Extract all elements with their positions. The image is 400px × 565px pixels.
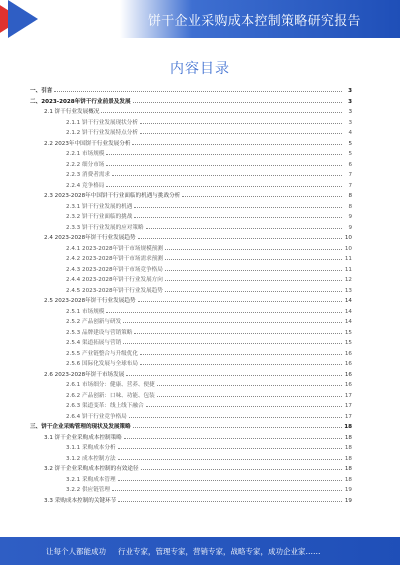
toc-entry-page: 18 [344,424,352,430]
toc-entry-page: 8 [348,193,352,199]
toc-entry[interactable] [30,231,352,242]
toc-entry[interactable] [30,483,352,494]
toc-entry[interactable] [30,326,352,337]
toc-entry-page: 3 [348,88,352,94]
toc-leader-dots [54,84,342,92]
toc-entry-label: 2.5.6 国际化发展与全球布局 [66,361,138,367]
toc-entry-label: 3.2 饼干企业采购成本控制的有效途径 [44,466,139,472]
toc-entry-page: 17 [344,392,352,399]
toc-entry-page: 18 [344,434,352,441]
toc-entry[interactable] [30,84,352,95]
toc-entry[interactable] [30,336,352,347]
toc-entry[interactable] [30,305,352,316]
toc-entry-page: 9 [348,224,352,231]
toc-leader-dots [133,95,342,103]
toc-leader-dots [126,368,342,376]
toc-entry[interactable] [30,389,352,400]
toc-entry-label: 2.6.1 市场细分：健康、营养、便捷 [66,382,155,388]
toc-leader-dots [165,252,342,260]
toc-leader-dots [134,210,342,218]
toc-leader-dots [157,389,342,397]
report-footer [0,537,400,565]
toc-entry-label: 2.6 2023-2028年饼干市场发展 [44,371,125,378]
toc-entry[interactable] [30,378,352,389]
toc-entry[interactable] [30,95,352,106]
toc-entry[interactable] [30,200,352,211]
toc-leader-dots [138,231,342,239]
toc-entry-label: 2.1 饼干行业发展概况 [44,109,100,115]
toc-entry-page: 15 [344,340,352,346]
toc-entry[interactable] [30,158,352,169]
toc-entry-label: 2.5.1 市场规模 [66,308,105,315]
toc-entry-label: 2.3.2 饼干行业面临的挑战 [66,214,133,220]
toc-entry-page: 11 [344,266,352,273]
toc-entry[interactable] [30,347,352,358]
toc-leader-dots [134,200,342,208]
toc-entry[interactable] [30,147,352,158]
toc-leader-dots [118,494,342,502]
toc-entry-page: 5 [348,151,352,157]
toc-entry-page: 12 [344,277,352,283]
toc-entry-page: 18 [344,455,352,462]
toc-entry[interactable] [30,294,352,305]
toc-entry-page: 4 [348,130,352,136]
toc-entry-page: 17 [344,403,352,409]
toc-entry-page: 13 [344,287,352,294]
toc-entry[interactable] [30,116,352,127]
toc-entry-label: 2.4.4 2023-2028年饼干行业发展方向 [66,277,163,283]
toc-leader-dots [132,137,342,145]
toc-entry-label: 2.4 2023-2028年饼干行业发展趋势 [44,235,136,241]
toc-leader-dots [118,452,342,460]
toc-leader-dots [146,399,342,407]
toc-entry[interactable] [30,315,352,326]
toc-entry[interactable] [30,473,352,484]
toc-entry[interactable] [30,221,352,232]
toc-entry-label: 2.4.3 2023-2028年饼干市场竞争格局 [66,266,163,273]
toc-leader-dots [140,347,342,355]
toc-entry-page: 7 [348,172,352,178]
toc-entry-label: 3.1.2 成本控制方法 [66,455,116,462]
toc-entry-page: 18 [344,476,352,483]
toc-entry[interactable] [30,368,352,379]
toc-heading: 内容目录 [170,61,230,77]
toc-entry[interactable] [30,420,352,431]
toc-leader-dots [157,378,342,386]
toc-entry-page: 17 [344,413,352,420]
toc-entry-label: 2.2.4 竞争格局 [66,182,105,189]
toc-entry-page: 14 [344,298,352,304]
toc-entry-label: 2.3.1 饼干行业发展的机遇 [66,203,133,210]
toc-entry-label: 2.2.1 市场规模 [66,151,105,157]
toc-entry-label: 2.5 2023-2028年饼干行业发展趋势 [44,298,136,304]
toc-entry[interactable] [30,273,352,284]
toc-entry[interactable] [30,168,352,179]
toc-entry[interactable] [30,410,352,421]
toc-entry-page: 16 [344,361,352,367]
toc-entry-page: 15 [344,329,352,336]
toc-leader-dots [140,116,342,124]
blue-chevron-decoration [8,0,38,38]
toc-entry-label: 2.3.3 饼干行业发展的应对策略 [66,224,144,231]
toc-leader-dots [123,315,342,323]
toc-entry[interactable] [30,431,352,442]
toc-leader-dots [118,473,342,481]
toc-entry-label: 2.5.4 渠道拓展与营销 [66,340,122,346]
toc-leader-dots [124,431,342,439]
toc-entry-label: 2.6.3 渠道变革：线上线下融合 [66,403,144,409]
toc-leader-dots [165,242,342,250]
toc-leader-dots [165,273,342,281]
report-title: 饼干企业采购成本控制策略研究报告 [148,14,361,29]
toc-entry-page: 8 [348,203,352,210]
toc-entry[interactable] [30,179,352,190]
toc-entry[interactable] [30,137,352,148]
toc-leader-dots [182,189,342,197]
toc-leader-dots [106,158,342,166]
toc-entry-label: 2.4.5 2023-2028年饼干行业发展趋势 [66,287,163,294]
toc-entry-label: 2.3 2023-2028年中国饼干行业面临的机遇与挑战分析 [44,193,181,199]
toc-entry-page: 3 [348,119,352,126]
toc-leader-dots [106,179,342,187]
toc-entry-page: 6 [348,161,352,168]
toc-entry-page: 11 [344,256,352,262]
toc-entry-label: 二、2023-2028年饼干行业前景及发展 [30,98,131,105]
toc-entry[interactable] [30,263,352,274]
toc-entry[interactable] [30,189,352,200]
toc-entry-page: 5 [348,140,352,147]
toc-entry-page: 18 [344,445,352,451]
toc-entry-page: 19 [344,487,352,493]
toc-leader-dots [112,483,342,491]
toc-entry-label: 2.5.5 产业链整合与升级优化 [66,350,138,357]
toc-entry-label: 3.1.1 采购成本分析 [66,445,116,451]
toc-entry-label: 3.1 饼干企业采购成本控制策略 [44,434,122,441]
toc-entry-label: 2.6.2 产品创新：口味、功能、包装 [66,392,155,399]
toc-entry-label: 2.4.1 2023-2028年饼干市场规模预测 [66,245,163,252]
toc-leader-dots [101,105,342,113]
toc-entry-label: 2.4.2 2023-2028年饼干市场需求预测 [66,256,163,262]
toc-leader-dots [133,420,342,428]
toc-leader-dots [138,294,342,302]
toc-entry[interactable] [30,399,352,410]
footer-slogan: 行业专家，管理专家，营销专家，战略专家，成功企业家…… [118,547,321,556]
toc-entry-page: 14 [344,308,352,315]
toc-entry-page: 18 [344,466,352,472]
toc-entry[interactable] [30,284,352,295]
toc-entry-label: 3.3 采购成本控制的关键环节 [44,497,117,504]
toc-entry-label: 2.2 2023年中国饼干行业发展分析 [44,140,131,147]
toc-entry[interactable] [30,462,352,473]
toc-entry-label: 2.5.2 产品创新与研发 [66,319,122,325]
toc-leader-dots [165,284,342,292]
toc-leader-dots [112,168,342,176]
toc-entry-label: 3.2.1 采购成本管理 [66,476,116,483]
toc-leader-dots [140,126,342,134]
toc-leader-dots [129,410,342,418]
table-of-contents [30,84,352,504]
toc-entry-page: 10 [344,235,352,241]
toc-entry[interactable] [30,105,352,116]
toc-entry-page: 9 [348,214,352,220]
toc-entry[interactable] [30,452,352,463]
toc-leader-dots [146,221,342,229]
toc-entry[interactable] [30,494,352,505]
toc-entry-label: 2.5.3 品牌建设与营销策略 [66,329,133,336]
toc-entry-label: 2.2.3 消费者需求 [66,172,110,178]
toc-leader-dots [123,336,342,344]
toc-entry-page: 14 [344,319,352,325]
toc-leader-dots [106,147,342,155]
toc-leader-dots [140,357,342,365]
toc-entry[interactable] [30,357,352,368]
toc-leader-dots [134,326,342,334]
toc-entry-label: 一、引言 [30,88,53,94]
toc-entry-label: 2.2.2 细分市场 [66,161,105,168]
toc-entry-label: 2.1.1 饼干行业发展现状分析 [66,119,138,126]
toc-entry-label: 3.2.2 供应链管理 [66,487,110,493]
toc-entry-page: 10 [344,245,352,252]
toc-entry-page: 3 [348,109,352,115]
toc-entry-page: 16 [344,371,352,378]
toc-entry-label: 2.1.2 饼干行业发展特点分析 [66,130,138,136]
toc-entry-label: 三、饼干企业采购管理的现状及发展策略 [30,424,131,430]
toc-entry-label: 2.6.4 饼干行业竞争格局 [66,413,127,420]
toc-leader-dots [141,462,342,470]
toc-entry-page: 19 [344,497,352,504]
toc-entry-page: 16 [344,350,352,357]
toc-entry[interactable] [30,210,352,221]
toc-leader-dots [118,441,342,449]
report-header [0,0,400,38]
toc-entry-page: 7 [348,182,352,189]
toc-entry[interactable] [30,126,352,137]
footer-brand: 让每个人都能成功 [46,547,106,556]
toc-entry-page: 3 [348,98,352,105]
toc-leader-dots [165,263,342,271]
toc-entry-page: 16 [344,382,352,388]
toc-entry[interactable] [30,242,352,253]
toc-entry[interactable] [30,441,352,452]
toc-leader-dots [106,305,342,313]
toc-entry[interactable] [30,252,352,263]
